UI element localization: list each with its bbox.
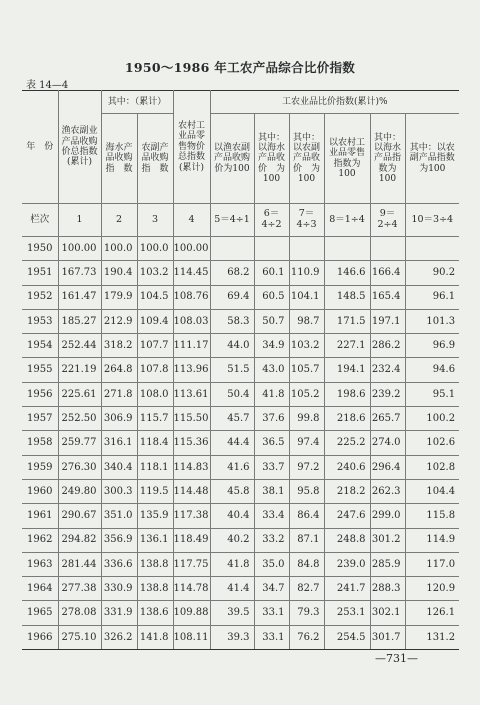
value-cell: 111.17 — [173, 334, 210, 358]
value-cell: 264.8 — [101, 358, 137, 382]
value-cell: 296.4 — [370, 455, 405, 479]
value-cell: 95.1 — [405, 382, 459, 406]
value-cell: 265.7 — [370, 407, 405, 431]
value-cell: 100.0 — [137, 237, 173, 261]
header-year: 年 份 — [22, 91, 58, 204]
value-cell: 114.9 — [405, 528, 459, 552]
value-cell: 254.5 — [324, 625, 370, 649]
value-cell: 114.78 — [173, 577, 210, 601]
value-cell: 277.38 — [58, 577, 101, 601]
value-cell: 41.6 — [210, 455, 254, 479]
year-cell: 1954 — [22, 334, 58, 358]
index-cell: 4 — [173, 204, 210, 237]
value-cell: 68.2 — [210, 261, 254, 285]
price-index-table — [22, 90, 459, 650]
index-cell: 5＝4÷1 — [210, 204, 254, 237]
value-cell: 275.10 — [58, 625, 101, 649]
table-id: 表 14—4 — [26, 80, 69, 91]
table-row — [22, 261, 459, 285]
table-row — [22, 504, 459, 528]
value-cell: 138.8 — [137, 552, 173, 576]
value-cell: 58.3 — [210, 309, 254, 333]
value-cell: 82.7 — [289, 577, 324, 601]
value-cell: 103.2 — [289, 334, 324, 358]
header-col10: 其中：以农副产品指数为100 — [405, 114, 459, 204]
value-cell: 104.5 — [137, 285, 173, 309]
value-cell: 100.0 — [101, 237, 137, 261]
value-cell: 108.11 — [173, 625, 210, 649]
value-cell: 108.03 — [173, 309, 210, 333]
value-cell: 107.7 — [137, 334, 173, 358]
value-cell: 101.3 — [405, 309, 459, 333]
value-cell: 300.3 — [101, 479, 137, 503]
index-cell: 8＝1÷4 — [324, 204, 370, 237]
value-cell: 218.6 — [324, 407, 370, 431]
header-col2: 海水产品收购指 数 — [101, 114, 137, 204]
table-row — [22, 625, 459, 649]
value-cell: 114.45 — [173, 261, 210, 285]
value-cell: 40.4 — [210, 504, 254, 528]
value-cell: 39.5 — [210, 601, 254, 625]
value-cell: 249.80 — [58, 479, 101, 503]
value-cell: 115.8 — [405, 504, 459, 528]
value-cell: 96.9 — [405, 334, 459, 358]
value-cell: 100.00 — [173, 237, 210, 261]
value-cell: 79.3 — [289, 601, 324, 625]
value-cell: 33.2 — [254, 528, 289, 552]
value-cell: 60.5 — [254, 285, 289, 309]
value-cell: 103.2 — [137, 261, 173, 285]
value-cell: 104.1 — [289, 285, 324, 309]
value-cell: 301.7 — [370, 625, 405, 649]
value-cell: 212.9 — [101, 309, 137, 333]
value-cell — [370, 237, 405, 261]
value-cell: 44.0 — [210, 334, 254, 358]
value-cell: 33.4 — [254, 504, 289, 528]
year-cell: 1952 — [22, 285, 58, 309]
value-cell — [289, 237, 324, 261]
value-cell: 39.3 — [210, 625, 254, 649]
value-cell: 45.8 — [210, 479, 254, 503]
value-cell: 276.30 — [58, 455, 101, 479]
value-cell: 253.1 — [324, 601, 370, 625]
value-cell: 44.4 — [210, 431, 254, 455]
value-cell: 51.5 — [210, 358, 254, 382]
table-body — [22, 204, 459, 650]
value-cell: 239.0 — [324, 552, 370, 576]
table-row — [22, 528, 459, 552]
header-col6: 其中：以海水产品收价 为100 — [254, 114, 289, 204]
value-cell: 167.73 — [58, 261, 101, 285]
value-cell: 110.9 — [289, 261, 324, 285]
year-cell: 1957 — [22, 407, 58, 431]
value-cell: 340.4 — [101, 455, 137, 479]
value-cell: 351.0 — [101, 504, 137, 528]
value-cell: 117.75 — [173, 552, 210, 576]
index-cell: 1 — [58, 204, 101, 237]
header-col9: 其中：以海水产品指数为100 — [370, 114, 405, 204]
value-cell: 33.1 — [254, 601, 289, 625]
value-cell: 239.2 — [370, 382, 405, 406]
value-cell: 102.8 — [405, 455, 459, 479]
value-cell: 232.4 — [370, 358, 405, 382]
table-row — [22, 479, 459, 503]
year-cell: 1959 — [22, 455, 58, 479]
value-cell: 43.0 — [254, 358, 289, 382]
value-cell: 90.2 — [405, 261, 459, 285]
index-cell: 2 — [101, 204, 137, 237]
value-cell: 108.76 — [173, 285, 210, 309]
value-cell: 99.8 — [289, 407, 324, 431]
value-cell: 45.7 — [210, 407, 254, 431]
value-cell: 288.3 — [370, 577, 405, 601]
value-cell: 262.3 — [370, 479, 405, 503]
value-cell: 166.4 — [370, 261, 405, 285]
year-cell: 1966 — [22, 625, 58, 649]
value-cell: 294.82 — [58, 528, 101, 552]
value-cell: 190.4 — [101, 261, 137, 285]
header-col5: 以渔农副产品收购价为100 — [210, 114, 254, 204]
value-cell: 34.7 — [254, 577, 289, 601]
value-cell: 278.08 — [58, 601, 101, 625]
value-cell: 316.1 — [101, 431, 137, 455]
value-cell: 37.6 — [254, 407, 289, 431]
year-cell: 1953 — [22, 309, 58, 333]
value-cell: 97.2 — [289, 455, 324, 479]
table-row — [22, 455, 459, 479]
value-cell: 259.77 — [58, 431, 101, 455]
table-row — [22, 285, 459, 309]
value-cell: 302.1 — [370, 601, 405, 625]
year-cell: 1963 — [22, 552, 58, 576]
index-cell: 3 — [137, 204, 173, 237]
value-cell: 115.50 — [173, 407, 210, 431]
value-cell: 114.83 — [173, 455, 210, 479]
year-cell: 1958 — [22, 431, 58, 455]
value-cell: 60.1 — [254, 261, 289, 285]
value-cell: 109.4 — [137, 309, 173, 333]
value-cell: 252.44 — [58, 334, 101, 358]
year-cell: 1956 — [22, 382, 58, 406]
value-cell: 225.61 — [58, 382, 101, 406]
value-cell: 120.9 — [405, 577, 459, 601]
table-row — [22, 334, 459, 358]
header-col1: 渔农副业产品收购价总指数(累计) — [58, 91, 101, 204]
value-cell: 241.7 — [324, 577, 370, 601]
year-cell: 1965 — [22, 601, 58, 625]
table-row — [22, 407, 459, 431]
value-cell: 336.6 — [101, 552, 137, 576]
value-cell: 281.44 — [58, 552, 101, 576]
value-cell: 41.4 — [210, 577, 254, 601]
value-cell: 113.96 — [173, 358, 210, 382]
value-cell: 141.8 — [137, 625, 173, 649]
value-cell: 38.1 — [254, 479, 289, 503]
value-cell: 40.2 — [210, 528, 254, 552]
year-cell: 1962 — [22, 528, 58, 552]
value-cell: 161.47 — [58, 285, 101, 309]
year-cell: 1964 — [22, 577, 58, 601]
value-cell: 36.5 — [254, 431, 289, 455]
value-cell: 118.1 — [137, 455, 173, 479]
value-cell: 97.4 — [289, 431, 324, 455]
value-cell: 286.2 — [370, 334, 405, 358]
value-cell: 94.6 — [405, 358, 459, 382]
value-cell: 117.0 — [405, 552, 459, 576]
value-cell: 299.0 — [370, 504, 405, 528]
value-cell: 95.8 — [289, 479, 324, 503]
value-cell: 306.9 — [101, 407, 137, 431]
header-col7: 其中：以农副产品收价 为100 — [289, 114, 324, 204]
value-cell — [210, 237, 254, 261]
value-cell: 118.49 — [173, 528, 210, 552]
year-cell: 1960 — [22, 479, 58, 503]
value-cell: 198.6 — [324, 382, 370, 406]
value-cell: 108.0 — [137, 382, 173, 406]
value-cell: 50.7 — [254, 309, 289, 333]
year-cell: 1961 — [22, 504, 58, 528]
value-cell: 119.5 — [137, 479, 173, 503]
value-cell: 84.8 — [289, 552, 324, 576]
value-cell: 117.38 — [173, 504, 210, 528]
value-cell: 185.27 — [58, 309, 101, 333]
value-cell — [405, 237, 459, 261]
value-cell: 69.4 — [210, 285, 254, 309]
value-cell: 131.2 — [405, 625, 459, 649]
header-ratio-group: 工农业品比价指数(累计)% — [210, 91, 459, 114]
index-cell: 6＝4÷2 — [254, 204, 289, 237]
value-cell: 240.6 — [324, 455, 370, 479]
value-cell: 271.8 — [101, 382, 137, 406]
value-cell: 105.2 — [289, 382, 324, 406]
table-row — [22, 431, 459, 455]
table-row — [22, 552, 459, 576]
value-cell: 107.8 — [137, 358, 173, 382]
value-cell: 118.4 — [137, 431, 173, 455]
value-cell: 113.61 — [173, 382, 210, 406]
table-row — [22, 382, 459, 406]
value-cell: 96.1 — [405, 285, 459, 309]
year-cell: 1950 — [22, 237, 58, 261]
value-cell: 290.67 — [58, 504, 101, 528]
value-cell: 86.4 — [289, 504, 324, 528]
value-cell: 50.4 — [210, 382, 254, 406]
value-cell: 138.6 — [137, 601, 173, 625]
index-row — [22, 204, 459, 237]
value-cell: 247.6 — [324, 504, 370, 528]
value-cell: 165.4 — [370, 285, 405, 309]
value-cell: 301.2 — [370, 528, 405, 552]
value-cell: 274.0 — [370, 431, 405, 455]
header-col4: 农村工业品零售物价总指数(累计) — [173, 91, 210, 204]
header-col3: 农副产品收购指 数 — [137, 114, 173, 204]
table-row — [22, 358, 459, 382]
index-cell: 10＝3÷4 — [405, 204, 459, 237]
value-cell: 87.1 — [289, 528, 324, 552]
value-cell: 102.6 — [405, 431, 459, 455]
table-row — [22, 309, 459, 333]
value-cell: 285.9 — [370, 552, 405, 576]
value-cell: 330.9 — [101, 577, 137, 601]
value-cell: 225.2 — [324, 431, 370, 455]
value-cell: 194.1 — [324, 358, 370, 382]
value-cell: 318.2 — [101, 334, 137, 358]
year-cell: 1951 — [22, 261, 58, 285]
index-cell: 栏次 — [22, 204, 58, 237]
value-cell: 221.19 — [58, 358, 101, 382]
value-cell: 252.50 — [58, 407, 101, 431]
value-cell: 33.7 — [254, 455, 289, 479]
header-among-group: 其中：（累计） — [101, 91, 173, 114]
value-cell: 146.6 — [324, 261, 370, 285]
index-cell: 9＝2÷4 — [370, 204, 405, 237]
value-cell — [324, 237, 370, 261]
value-cell: 126.1 — [405, 601, 459, 625]
table-title: 1950～1986 年工农产品综合比价指数 — [124, 60, 356, 75]
value-cell: 136.1 — [137, 528, 173, 552]
value-cell: 98.7 — [289, 309, 324, 333]
value-cell: 148.5 — [324, 285, 370, 309]
value-cell: 33.1 — [254, 625, 289, 649]
table-row — [22, 237, 459, 261]
value-cell: 100.00 — [58, 237, 101, 261]
header-row-1 — [22, 91, 459, 114]
value-cell: 138.8 — [137, 577, 173, 601]
value-cell: 41.8 — [254, 382, 289, 406]
value-cell: 104.4 — [405, 479, 459, 503]
value-cell: 114.48 — [173, 479, 210, 503]
value-cell: 197.1 — [370, 309, 405, 333]
value-cell: 248.8 — [324, 528, 370, 552]
value-cell: 135.9 — [137, 504, 173, 528]
table-row — [22, 577, 459, 601]
value-cell: 218.2 — [324, 479, 370, 503]
value-cell: 326.2 — [101, 625, 137, 649]
index-cell: 7＝4÷3 — [289, 204, 324, 237]
header-col8: 以农村工业品零售指数为100 — [324, 114, 370, 204]
year-cell: 1955 — [22, 358, 58, 382]
value-cell: 41.8 — [210, 552, 254, 576]
value-cell: 100.2 — [405, 407, 459, 431]
value-cell: 109.88 — [173, 601, 210, 625]
value-cell: 171.5 — [324, 309, 370, 333]
value-cell — [254, 237, 289, 261]
value-cell: 331.9 — [101, 601, 137, 625]
value-cell: 356.9 — [101, 528, 137, 552]
value-cell: 105.7 — [289, 358, 324, 382]
value-cell: 115.7 — [137, 407, 173, 431]
table-row — [22, 601, 459, 625]
value-cell: 35.0 — [254, 552, 289, 576]
value-cell: 76.2 — [289, 625, 324, 649]
value-cell: 115.36 — [173, 431, 210, 455]
value-cell: 179.9 — [101, 285, 137, 309]
value-cell: 227.1 — [324, 334, 370, 358]
value-cell: 34.9 — [254, 334, 289, 358]
page-number: —731— — [375, 652, 418, 665]
